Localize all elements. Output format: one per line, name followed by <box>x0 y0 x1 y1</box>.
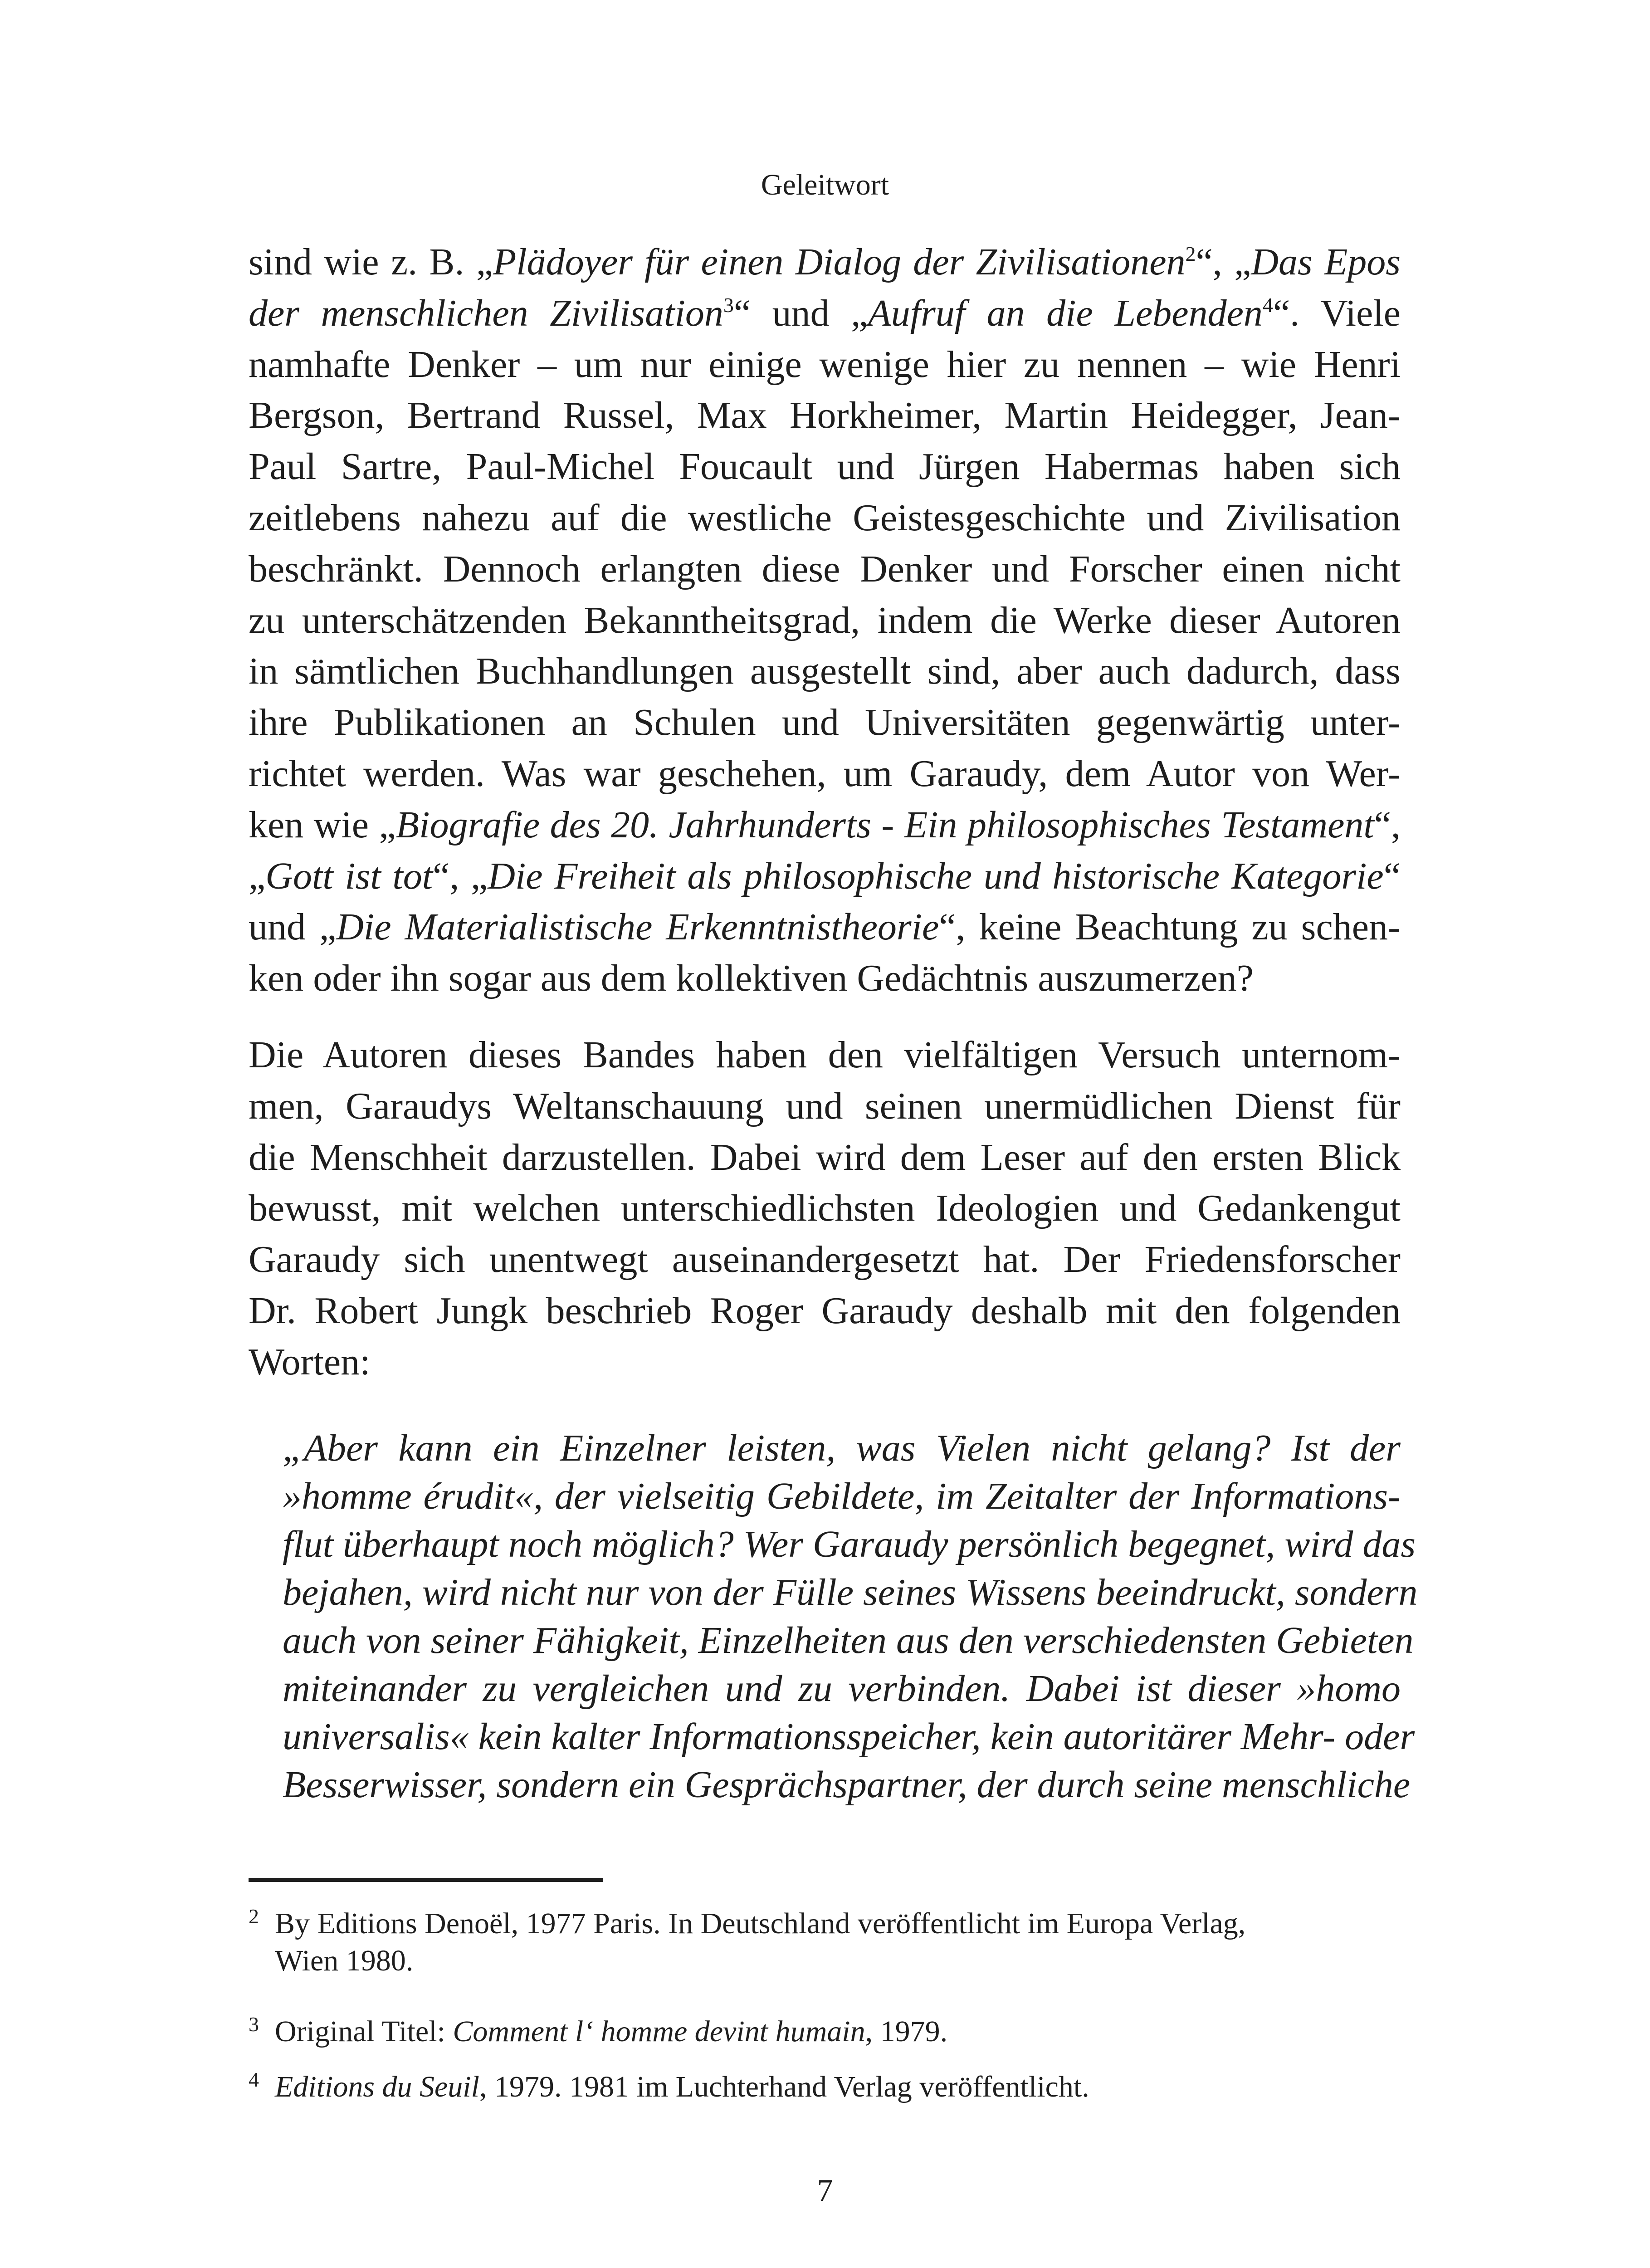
quote-line: bejahen, wird nicht nur von der Fülle seines Wissens beeindruckt, sondern <box>283 1571 1418 1613</box>
text-line: beschränkt. Dennoch erlangten diese Denker und Forscher einen nicht <box>249 547 1401 590</box>
text-line: namhafte Denker – um nur einige wenige hier zu nennen – wie Henri <box>249 343 1401 386</box>
quote-line: »homme érudit«, der vielseitig Gebildete, im Zeitalter der Informations- <box>283 1475 1401 1517</box>
footnote-separator <box>249 1878 603 1882</box>
paragraph-1 <box>249 237 1401 1004</box>
text-line: Garaudy sich unentwegt auseinandergesetzt hat. Der Friedensforscher <box>249 1238 1401 1281</box>
footnote-line: By Editions Denoël, 1977 Paris. In Deutschland veröffentlicht im Europa Verlag, <box>275 1907 1246 1940</box>
text-line: Bergson, Bertrand Russel, Max Horkheimer, Martin Heidegger, Jean- <box>249 394 1401 437</box>
quote-line: „Aber kann ein Einzelner leisten, was Vielen nicht gelang? Ist der <box>283 1427 1401 1469</box>
quote-line: flut überhaupt noch möglich? Wer Garaudy persönlich begegnet, wird das <box>283 1523 1416 1565</box>
text-line: bewusst, mit welchen unterschiedlichsten Ideologien und Gedankengut <box>249 1187 1401 1230</box>
text-line: Die Autoren dieses Bandes haben den vielfältigen Versuch unternom- <box>249 1034 1401 1076</box>
text-line: men, Garaudys Weltanschauung und seinen unermüdlichen Dienst für <box>249 1085 1401 1127</box>
footnote-line: Original Titel: Comment l‘ homme devint humain, 1979. <box>275 2015 948 2048</box>
text-line: richtet werden. Was war geschehen, um Garaudy, dem Autor von Wer- <box>249 752 1401 795</box>
text-line: Dr. Robert Jungk beschrieb Roger Garaudy deshalb mit den folgenden <box>249 1289 1401 1332</box>
footnote-number: 4 <box>249 2068 259 2091</box>
footnote-number: 2 <box>249 1905 259 1928</box>
text-line: zeitlebens nahezu auf die westliche Geistesgeschichte und Zivilisation <box>249 496 1401 539</box>
footnote-line: Editions du Seuil, 1979. 1981 im Luchterhand Verlag veröffentlicht. <box>275 2070 1089 2103</box>
footnote-number: 3 <box>249 2013 259 2036</box>
quote-line: universalis« kein kalter Informationsspeicher, kein autoritärer Mehr- oder <box>283 1716 1415 1758</box>
text-line: Paul Sartre, Paul-Michel Foucault und Jürgen Habermas haben sich <box>249 445 1401 488</box>
footnote-line: Wien 1980. <box>275 1944 414 1977</box>
text-line: ihre Publikationen an Schulen und Universitäten gegenwärtig unter- <box>249 701 1401 744</box>
text-line: und „Die Materialistische Erkenntnistheorie“, keine Beachtung zu schen- <box>249 906 1401 948</box>
text-line: ken wie „Biografie des 20. Jahrhunderts - Ein philosophisches Testament“, <box>249 803 1401 846</box>
footnote-ref-2: 2 <box>1185 242 1196 265</box>
text-line: der menschlichen Zivilisation$^3$“ und „Aufruf an die Lebenden$^4$“. Viele <box>249 292 1401 334</box>
text-line: sind wie z. B. „Plädoyer für einen Dialog der Zivilisationen$^2$“, „Das Epos <box>249 241 1401 283</box>
quote-line: auch von seiner Fähigkeit, Einzelheiten aus den verschiedensten Gebieten <box>283 1619 1414 1662</box>
text-line: die Menschheit darzustellen. Dabei wird dem Leser auf den ersten Blick <box>249 1136 1401 1178</box>
text-line: zu unterschätzenden Bekanntheitsgrad, indem die Werke dieser Autoren <box>249 599 1401 641</box>
block-quote <box>283 1424 1418 1809</box>
footnote-ref-3: 3 <box>723 293 734 317</box>
page-number: 7 <box>817 2173 833 2208</box>
text-line: in sämtlichen Buchhandlungen ausgestellt sind, aber auch dadurch, dass <box>249 650 1401 693</box>
quote-line: miteinander zu vergleichen und zu verbinden. Dabei ist dieser »homo <box>283 1667 1401 1710</box>
footnote-ref-4: 4 <box>1262 293 1273 317</box>
text-line: „Gott ist tot“, „Die Freiheit als philosophische und historische Kategorie“ <box>249 855 1401 897</box>
quote-line: Besserwisser, sondern ein Gesprächspartner, der durch seine menschliche <box>283 1764 1411 1806</box>
text-line: ken oder ihn sogar aus dem kollektiven Gedächtnis auszumerzen? <box>249 957 1254 1000</box>
text-line: Worten: <box>249 1340 371 1383</box>
running-head: Geleitwort <box>761 168 889 201</box>
paragraph-2 <box>249 1030 1401 1388</box>
